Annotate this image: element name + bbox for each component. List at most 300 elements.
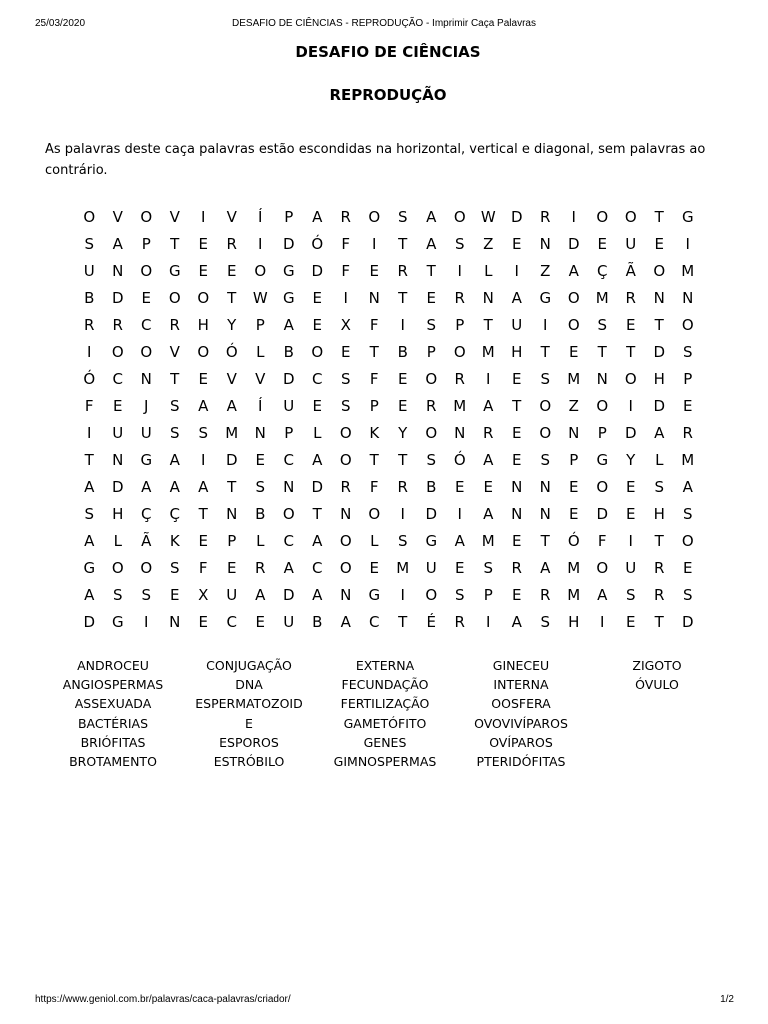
grid-letter: I	[400, 315, 405, 334]
grid-letter: R	[682, 423, 693, 442]
page-title: DESAFIO DE CIÊNCIAS	[295, 43, 481, 61]
grid-letter: D	[111, 288, 124, 307]
grid-letter: L	[113, 531, 122, 550]
grid-letter: Y	[626, 450, 636, 469]
grid-letter: S	[340, 396, 351, 415]
grid-letter: V	[226, 207, 237, 226]
grid-row	[75, 203, 702, 230]
grid-letter: S	[141, 585, 152, 604]
grid-letter: V	[112, 207, 123, 226]
grid-letter: G	[282, 288, 295, 307]
word-list	[45, 656, 725, 771]
grid-letter: N	[283, 477, 295, 496]
grid-letter: A	[654, 423, 665, 442]
grid-letter: E	[170, 585, 180, 604]
grid-letter: E	[198, 612, 208, 631]
grid-letter: I	[201, 450, 206, 469]
grid-letter: P	[569, 450, 579, 469]
grid-letter: E	[512, 423, 522, 442]
grid-letter: R	[397, 477, 408, 496]
grid-letter: O	[653, 261, 666, 280]
grid-letter: I	[628, 396, 633, 415]
grid-letter: S	[454, 585, 465, 604]
grid-letter: L	[655, 450, 664, 469]
grid-letter: I	[372, 234, 377, 253]
grid-letter: A	[283, 558, 294, 577]
grid-letter: E	[369, 261, 379, 280]
grid-letter: O	[140, 261, 153, 280]
grid-letter: G	[425, 531, 438, 550]
grid-letter: R	[511, 558, 522, 577]
grid-letter: D	[282, 585, 295, 604]
grid-letter: G	[539, 288, 552, 307]
grid-letter: R	[625, 288, 636, 307]
grid-letter: O	[140, 342, 153, 361]
grid-letter: S	[255, 477, 266, 496]
grid-letter: M	[595, 288, 609, 307]
grid-letter: A	[426, 207, 437, 226]
grid-letter: I	[571, 207, 576, 226]
grid-letter: L	[313, 423, 322, 442]
grid-letter: N	[340, 585, 352, 604]
grid-letter: R	[340, 207, 351, 226]
grid-letter: O	[197, 342, 210, 361]
grid-letter: O	[539, 396, 552, 415]
grid-letter: N	[511, 504, 523, 523]
grid-letter: X	[198, 585, 209, 604]
grid-letter: G	[140, 450, 153, 469]
grid-letter: G	[168, 261, 181, 280]
grid-letter: E	[198, 234, 208, 253]
grid-letter: E	[512, 234, 522, 253]
grid-letter: M	[481, 531, 495, 550]
grid-letter: S	[540, 450, 551, 469]
grid-letter: S	[682, 585, 693, 604]
word-list-item: BROTAMENTO	[69, 754, 157, 770]
grid-letter: Z	[483, 234, 494, 253]
grid-letter: T	[227, 288, 237, 307]
grid-letter: C	[283, 531, 294, 550]
word-list-item: ANDROCEU	[77, 658, 149, 673]
grid-letter: D	[311, 477, 324, 496]
grid-row	[75, 392, 702, 419]
grid-letter: O	[111, 342, 124, 361]
grid-letter: I	[87, 423, 92, 442]
grid-letter: E	[198, 531, 208, 550]
grid-letter: D	[282, 369, 295, 388]
grid-letter: S	[682, 342, 693, 361]
grid-letter: S	[198, 423, 209, 442]
grid-letter: O	[368, 504, 381, 523]
grid-letter: G	[83, 558, 96, 577]
word-list-item: ESPOROS	[219, 734, 279, 750]
grid-letter: O	[624, 369, 637, 388]
word-list-item: FERTILIZAÇÃO	[340, 696, 430, 712]
grid-letter: F	[84, 396, 94, 415]
grid-letter: K	[169, 531, 180, 550]
grid-row	[75, 527, 702, 554]
grid-letter: R	[454, 612, 465, 631]
grid-letter: M	[567, 585, 581, 604]
grid-letter: M	[681, 450, 695, 469]
grid-letter: N	[254, 423, 266, 442]
word-list-column	[181, 656, 317, 771]
grid-letter: G	[681, 207, 694, 226]
grid-letter: N	[511, 477, 523, 496]
grid-letter: A	[511, 612, 522, 631]
grid-letter: O	[425, 369, 438, 388]
grid-row	[75, 500, 702, 527]
grid-letter: A	[426, 234, 437, 253]
grid-letter: N	[368, 288, 380, 307]
grid-letter: T	[198, 504, 208, 523]
grid-letter: S	[84, 504, 95, 523]
word-list-item: FECUNDAÇÃO	[341, 677, 429, 693]
grid-letter: O	[111, 558, 124, 577]
grid-letter: D	[624, 423, 637, 442]
word-list-item: PTERIDÓFITAS	[476, 754, 566, 770]
page-number: 1/2	[720, 994, 734, 1005]
grid-letter: N	[169, 612, 181, 631]
grid-letter: E	[312, 396, 322, 415]
grid-letter: S	[397, 531, 408, 550]
grid-letter: U	[625, 234, 637, 253]
grid-letter: I	[514, 261, 519, 280]
grid-letter: C	[112, 369, 123, 388]
grid-letter: E	[683, 558, 693, 577]
grid-letter: S	[169, 396, 180, 415]
grid-letter: R	[255, 558, 266, 577]
grid-letter: Ç	[597, 261, 608, 280]
grid-letter: P	[141, 234, 151, 253]
grid-letter: Y	[398, 423, 408, 442]
word-list-item: OVOVIVÍPAROS	[474, 715, 568, 731]
grid-letter: D	[653, 396, 666, 415]
grid-letter: G	[111, 612, 124, 631]
grid-letter: R	[397, 261, 408, 280]
grid-letter: G	[282, 261, 295, 280]
grid-letter: N	[596, 369, 608, 388]
grid-letter: S	[169, 558, 180, 577]
grid-letter: T	[626, 342, 636, 361]
grid-letter: T	[512, 396, 522, 415]
grid-letter: E	[626, 477, 636, 496]
grid-letter: Y	[227, 315, 237, 334]
grid-letter: A	[141, 477, 152, 496]
grid-letter: O	[453, 342, 466, 361]
grid-letter: E	[626, 504, 636, 523]
grid-letter: A	[483, 504, 494, 523]
grid-letter: N	[568, 423, 580, 442]
grid-letter: D	[83, 612, 96, 631]
grid-letter: O	[254, 261, 267, 280]
grid-letter: U	[226, 585, 238, 604]
grid-letter: U	[511, 315, 523, 334]
grid-letter: R	[226, 234, 237, 253]
grid-letter: I	[400, 504, 405, 523]
word-list-item: OVÍPAROS	[489, 734, 553, 750]
grid-letter: O	[197, 288, 210, 307]
grid-letter: E	[512, 531, 522, 550]
grid-letter: D	[282, 234, 295, 253]
grid-letter: E	[312, 315, 322, 334]
grid-letter: C	[226, 612, 237, 631]
grid-letter: T	[312, 504, 322, 523]
grid-letter: P	[284, 207, 294, 226]
grid-letter: R	[426, 396, 437, 415]
grid-letter: V	[255, 369, 266, 388]
grid-letter: O	[425, 585, 438, 604]
grid-letter: E	[113, 396, 123, 415]
grid-letter: U	[112, 423, 124, 442]
grid-letter: C	[369, 612, 380, 631]
grid-letter: E	[398, 369, 408, 388]
grid-letter: P	[483, 585, 493, 604]
grid-letter: D	[425, 504, 438, 523]
grid-letter: E	[341, 342, 351, 361]
grid-letter: A	[169, 450, 180, 469]
grid-letter: E	[198, 261, 208, 280]
word-list-item: CONJUGAÇÃO	[206, 658, 292, 673]
grid-letter: A	[169, 477, 180, 496]
grid-letter: A	[283, 315, 294, 334]
word-list-column	[317, 656, 453, 771]
grid-letter: E	[512, 585, 522, 604]
grid-letter: E	[398, 396, 408, 415]
grid-letter: O	[140, 207, 153, 226]
grid-letter: R	[654, 558, 665, 577]
grid-letter: T	[84, 450, 94, 469]
grid-letter: W	[252, 288, 268, 307]
grid-row	[75, 365, 702, 392]
grid-letter: I	[628, 531, 633, 550]
grid-letter: O	[681, 531, 694, 550]
grid-letter: A	[340, 612, 351, 631]
grid-letter: S	[169, 423, 180, 442]
grid-letter: P	[426, 342, 436, 361]
grid-row	[75, 419, 702, 446]
word-list-column	[589, 656, 725, 771]
word-list-item: ZIGOTO	[632, 658, 682, 673]
grid-letter: O	[596, 207, 609, 226]
grid-letter: P	[597, 423, 607, 442]
grid-letter: O	[453, 207, 466, 226]
grid-letter: O	[282, 504, 295, 523]
word-list-column	[45, 656, 181, 771]
grid-letter: S	[625, 585, 636, 604]
grid-letter: M	[567, 369, 581, 388]
grid-letter: A	[84, 477, 95, 496]
grid-letter: K	[369, 423, 380, 442]
grid-row	[75, 473, 702, 500]
grid-letter: P	[227, 531, 237, 550]
grid-letter: A	[255, 585, 266, 604]
grid-letter: E	[483, 477, 493, 496]
grid-letter: S	[540, 369, 551, 388]
grid-letter: S	[654, 477, 665, 496]
grid-letter: D	[111, 477, 124, 496]
grid-letter: G	[368, 585, 381, 604]
grid-letter: E	[683, 396, 693, 415]
grid-letter: R	[169, 315, 180, 334]
grid-letter: C	[283, 450, 294, 469]
grid-letter: T	[597, 342, 607, 361]
print-footer-url: https://www.geniol.com.br/palavras/caca-palavras/criador/	[35, 994, 291, 1005]
grid-letter: E	[369, 558, 379, 577]
grid-letter: O	[596, 477, 609, 496]
grid-letter: N	[454, 423, 466, 442]
grid-letter: I	[400, 585, 405, 604]
grid-letter: Ó	[453, 450, 466, 469]
grid-row	[75, 338, 702, 365]
grid-letter: V	[169, 342, 180, 361]
word-list-item: GIMNOSPERMAS	[333, 754, 437, 770]
grid-letter: I	[201, 207, 206, 226]
grid-letter: O	[596, 558, 609, 577]
grid-letter: E	[512, 450, 522, 469]
grid-letter: Ã	[625, 261, 636, 280]
grid-letter: M	[681, 261, 695, 280]
grid-row	[75, 581, 702, 608]
grid-letter: E	[512, 369, 522, 388]
grid-letter: G	[596, 450, 609, 469]
grid-letter: B	[255, 504, 266, 523]
grid-letter: F	[597, 531, 607, 550]
grid-letter: I	[144, 612, 149, 631]
grid-letter: R	[454, 369, 465, 388]
grid-letter: O	[681, 315, 694, 334]
grid-letter: O	[339, 531, 352, 550]
grid-letter: S	[682, 504, 693, 523]
grid-letter: M	[453, 396, 467, 415]
grid-letter: T	[398, 288, 408, 307]
grid-letter: Ó	[567, 531, 580, 550]
grid-letter: R	[540, 585, 551, 604]
grid-row	[75, 608, 702, 635]
grid-letter: A	[198, 477, 209, 496]
grid-row	[75, 257, 702, 284]
grid-letter: D	[681, 612, 694, 631]
word-list-item: GAMETÓFITO	[343, 715, 427, 731]
grid-letter: P	[255, 315, 265, 334]
grid-letter: Ç	[169, 504, 180, 523]
grid-letter: B	[283, 342, 294, 361]
grid-letter: R	[112, 315, 123, 334]
grid-letter: P	[455, 315, 465, 334]
grid-letter: N	[140, 369, 152, 388]
grid-letter: O	[339, 423, 352, 442]
word-list-item: BACTÉRIAS	[77, 715, 149, 731]
grid-letter: M	[567, 558, 581, 577]
grid-letter: T	[398, 234, 408, 253]
grid-letter: C	[141, 315, 152, 334]
grid-letter: F	[341, 261, 351, 280]
grid-letter: A	[568, 261, 579, 280]
grid-letter: E	[569, 477, 579, 496]
grid-letter: N	[539, 477, 551, 496]
grid-letter: N	[539, 504, 551, 523]
grid-letter: T	[654, 612, 664, 631]
grid-row	[75, 554, 702, 581]
grid-letter: O	[624, 207, 637, 226]
grid-letter: U	[283, 396, 295, 415]
grid-letter: F	[369, 477, 379, 496]
grid-letter: F	[341, 234, 351, 253]
grid-row	[75, 311, 702, 338]
grid-letter: I	[457, 261, 462, 280]
grid-letter: O	[539, 423, 552, 442]
grid-letter: T	[654, 207, 664, 226]
grid-letter: O	[567, 315, 580, 334]
grid-letter: D	[653, 342, 666, 361]
grid-letter: F	[369, 315, 379, 334]
grid-letter: T	[369, 450, 379, 469]
word-list-item: ASSEXUADA	[74, 696, 152, 712]
grid-letter: L	[484, 261, 493, 280]
grid-letter: A	[682, 477, 693, 496]
grid-letter: N	[682, 288, 694, 307]
grid-letter: H	[653, 369, 665, 388]
page-subtitle: REPRODUÇÃO	[329, 86, 447, 104]
word-list-column	[453, 656, 589, 771]
grid-letter: N	[112, 450, 124, 469]
grid-letter: O	[339, 450, 352, 469]
grid-letter: I	[543, 315, 548, 334]
grid-letter: A	[312, 531, 323, 550]
grid-letter: H	[112, 504, 124, 523]
grid-letter: E	[141, 288, 151, 307]
grid-letter: O	[311, 342, 324, 361]
grid-letter: T	[170, 234, 180, 253]
grid-letter: R	[340, 477, 351, 496]
grid-letter: E	[198, 369, 208, 388]
grid-letter: M	[481, 342, 495, 361]
grid-letter: T	[540, 342, 550, 361]
grid-letter: I	[457, 504, 462, 523]
grid-letter: F	[369, 369, 379, 388]
grid-letter: A	[312, 585, 323, 604]
grid-letter: E	[569, 342, 579, 361]
grid-letter: A	[84, 585, 95, 604]
grid-letter: I	[486, 369, 491, 388]
grid-letter: E	[654, 234, 664, 253]
grid-letter: I	[600, 612, 605, 631]
grid-letter: N	[226, 504, 238, 523]
grid-letter: X	[340, 315, 351, 334]
grid-letter: T	[483, 315, 493, 334]
grid-letter: O	[425, 423, 438, 442]
grid-letter: S	[426, 315, 437, 334]
word-list-item: OOSFERA	[491, 696, 551, 712]
grid-letter: Ã	[141, 531, 152, 550]
grid-letter: E	[626, 612, 636, 631]
grid-letter: R	[654, 585, 665, 604]
word-search-grid	[75, 203, 702, 635]
grid-letter: Í	[258, 207, 263, 226]
grid-letter: U	[425, 558, 437, 577]
grid-letter: A	[511, 288, 522, 307]
grid-letter: O	[368, 207, 381, 226]
grid-letter: L	[256, 531, 265, 550]
grid-letter: O	[596, 396, 609, 415]
print-header-title: DESAFIO DE CIÊNCIAS - REPRODUÇÃO - Imprimir Caça Palavras	[232, 18, 536, 29]
grid-letter: Ç	[141, 504, 152, 523]
grid-letter: B	[426, 477, 437, 496]
grid-letter: N	[653, 288, 665, 307]
grid-letter: E	[255, 450, 265, 469]
grid-letter: I	[685, 234, 690, 253]
grid-letter: S	[84, 234, 95, 253]
